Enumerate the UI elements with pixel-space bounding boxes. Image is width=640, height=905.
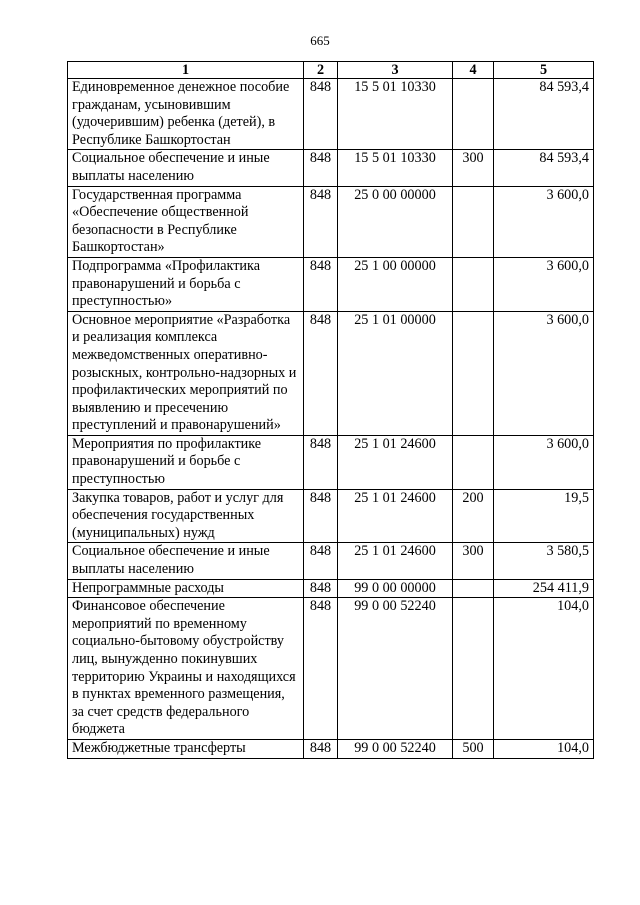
table-row: [68, 79, 594, 150]
column-header-ministry: 2: [304, 62, 338, 79]
table-row: [68, 311, 594, 435]
row-amount-cell: 84 593,4: [494, 79, 594, 150]
budget-table: [67, 61, 594, 759]
row-amount-cell: 84 593,4: [494, 150, 594, 186]
row-amount-cell: 254 411,9: [494, 579, 594, 598]
row-ministry-cell: 848: [304, 435, 338, 489]
row-code-cell: 99 0 00 52240: [338, 739, 453, 758]
table-row: [68, 435, 594, 489]
row-amount-cell: 3 600,0: [494, 257, 594, 311]
row-name-cell: Мероприятия по профилактике правонарушений и борьбе с преступностью: [68, 435, 304, 489]
row-type-cell: [453, 579, 494, 598]
table-row: [68, 598, 594, 740]
row-type-cell: [453, 186, 494, 257]
row-code-cell: 25 1 01 24600: [338, 543, 453, 579]
row-type-cell: 300: [453, 543, 494, 579]
table-row: [68, 186, 594, 257]
row-amount-cell: 3 580,5: [494, 543, 594, 579]
row-name-cell: Социальное обеспечение и иные выплаты населению: [68, 543, 304, 579]
row-ministry-cell: 848: [304, 579, 338, 598]
row-name-cell: Государственная программа «Обеспечение общественной безопасности в Республике Башкортостан»: [68, 186, 304, 257]
column-header-code: 3: [338, 62, 453, 79]
row-amount-cell: 104,0: [494, 598, 594, 740]
row-amount-cell: 19,5: [494, 489, 594, 543]
column-header-name: 1: [68, 62, 304, 79]
row-name-cell: Финансовое обеспечение мероприятий по временному социально-бытовому обустройству лиц, вынужденно покинувших территорию Украины и находящихся в пунктах временного размещения, за счет средств федерального бюджета: [68, 598, 304, 740]
table-header-row: [68, 62, 594, 79]
page-number: 665: [310, 33, 330, 48]
row-type-cell: [453, 311, 494, 435]
row-ministry-cell: 848: [304, 311, 338, 435]
row-name-cell: Непрограммные расходы: [68, 579, 304, 598]
row-ministry-cell: 848: [304, 79, 338, 150]
row-type-cell: [453, 435, 494, 489]
row-code-cell: 15 5 01 10330: [338, 150, 453, 186]
row-ministry-cell: 848: [304, 150, 338, 186]
column-header-type: 4: [453, 62, 494, 79]
row-code-cell: 25 1 01 24600: [338, 435, 453, 489]
row-ministry-cell: 848: [304, 543, 338, 579]
table-row: [68, 543, 594, 579]
table-row: [68, 150, 594, 186]
row-code-cell: 25 0 00 00000: [338, 186, 453, 257]
row-amount-cell: 3 600,0: [494, 186, 594, 257]
table-row: [68, 579, 594, 598]
row-ministry-cell: 848: [304, 598, 338, 740]
row-name-cell: Подпрограмма «Профилактика правонарушений и борьба с преступностью»: [68, 257, 304, 311]
row-code-cell: 25 1 01 00000: [338, 311, 453, 435]
row-name-cell: Основное мероприятие «Разработка и реализация комплекса межведомственных оперативно-розыскных, контрольно-надзорных и профилактических мероприятий по выявлению и пресечению преступлений и правонарушений»: [68, 311, 304, 435]
row-name-cell: Межбюджетные трансферты: [68, 739, 304, 758]
row-amount-cell: 104,0: [494, 739, 594, 758]
row-ministry-cell: 848: [304, 739, 338, 758]
row-type-cell: [453, 79, 494, 150]
row-code-cell: 99 0 00 52240: [338, 598, 453, 740]
row-amount-cell: 3 600,0: [494, 435, 594, 489]
row-code-cell: 99 0 00 00000: [338, 579, 453, 598]
row-type-cell: 500: [453, 739, 494, 758]
table-row: [68, 257, 594, 311]
table-row: [68, 489, 594, 543]
row-type-cell: 300: [453, 150, 494, 186]
row-name-cell: Закупка товаров, работ и услуг для обеспечения государственных (муниципальных) нужд: [68, 489, 304, 543]
row-code-cell: 25 1 00 00000: [338, 257, 453, 311]
row-amount-cell: 3 600,0: [494, 311, 594, 435]
row-type-cell: [453, 598, 494, 740]
row-code-cell: 25 1 01 24600: [338, 489, 453, 543]
row-type-cell: 200: [453, 489, 494, 543]
row-ministry-cell: 848: [304, 257, 338, 311]
row-ministry-cell: 848: [304, 489, 338, 543]
table-row: [68, 739, 594, 758]
row-ministry-cell: 848: [304, 186, 338, 257]
row-name-cell: Социальное обеспечение и иные выплаты населению: [68, 150, 304, 186]
row-type-cell: [453, 257, 494, 311]
row-name-cell: Единовременное денежное пособие гражданам, усыновившим (удочерившим) ребенка (детей), в Республике Башкортостан: [68, 79, 304, 150]
column-header-amount: 5: [494, 62, 594, 79]
row-code-cell: 15 5 01 10330: [338, 79, 453, 150]
